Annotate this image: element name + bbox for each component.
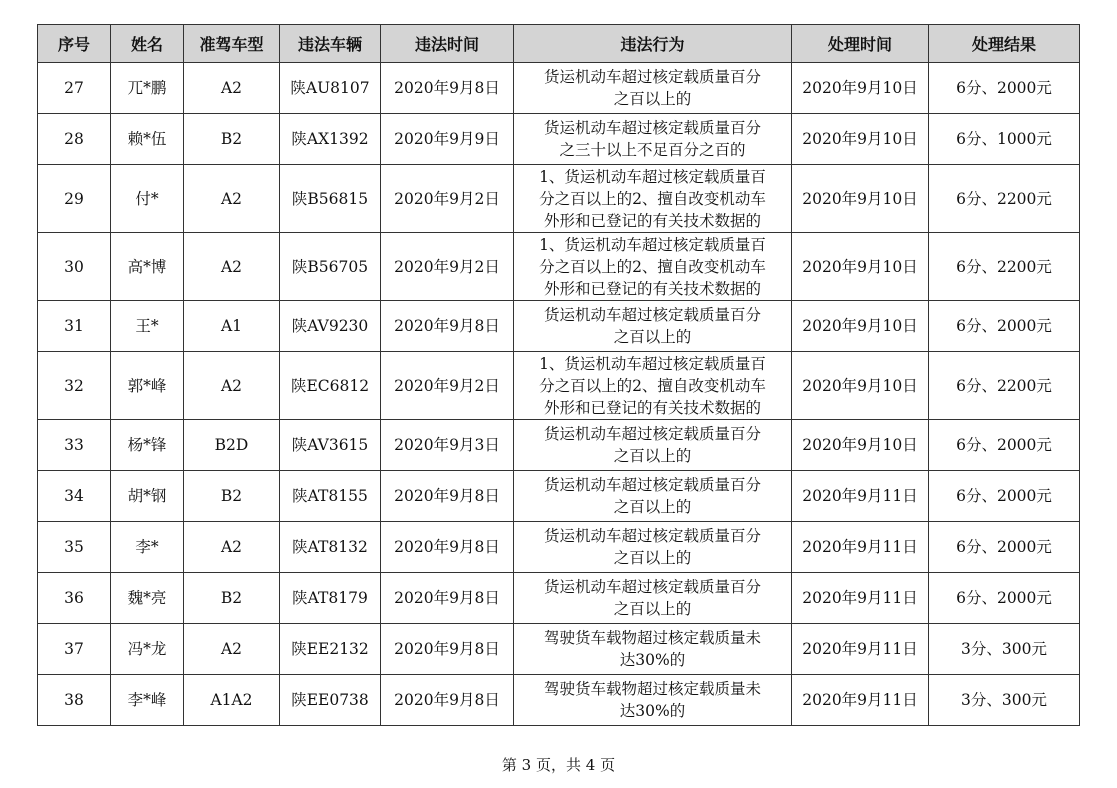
cell-license: B2D: [184, 420, 280, 471]
page-footer: 第 3 页，共 4 页: [501, 756, 616, 774]
act-line: 之百以上的: [613, 549, 692, 567]
cell-act: [514, 675, 792, 726]
cell-act: [514, 420, 792, 471]
cell-no: 30: [38, 233, 111, 301]
cell-result: 6分、2200元: [929, 352, 1080, 420]
act-line: 之三十以上不足百分之百的: [559, 141, 746, 159]
cell-proc-date: 2020年9月10日: [792, 352, 929, 420]
cell-proc-date: 2020年9月10日: [792, 114, 929, 165]
table-row: [38, 63, 1080, 114]
cell-license: B2: [184, 114, 280, 165]
cell-name: 高*博: [111, 233, 184, 301]
cell-license: A2: [184, 522, 280, 573]
cell-act: [514, 114, 792, 165]
act-line: 货运机动车超过核定载质量百分: [543, 68, 761, 86]
table-row: [38, 420, 1080, 471]
act-line: 之百以上的: [613, 447, 692, 465]
header-plate: 违法车辆: [280, 25, 381, 63]
cell-result: 6分、2200元: [929, 165, 1080, 233]
table-row: [38, 233, 1080, 301]
act-line: 分之百以上的2、擅自改变机动车: [539, 257, 766, 276]
cell-date: 2020年9月9日: [381, 114, 514, 165]
cell-no: 36: [38, 573, 111, 624]
cell-proc-date: 2020年9月11日: [792, 522, 929, 573]
table-row: [38, 471, 1080, 522]
cell-plate: 陕B56705: [280, 233, 381, 301]
act-line: 之百以上的: [613, 328, 692, 346]
cell-name: 胡*钢: [111, 471, 184, 522]
act-line: 之百以上的: [613, 498, 692, 516]
cell-date: 2020年9月2日: [381, 165, 514, 233]
cell-act: [514, 522, 792, 573]
cell-name: 付*: [111, 165, 184, 233]
cell-no: 28: [38, 114, 111, 165]
cell-proc-date: 2020年9月10日: [792, 420, 929, 471]
cell-result: 3分、300元: [929, 675, 1080, 726]
cell-proc-date: 2020年9月11日: [792, 573, 929, 624]
cell-no: 29: [38, 165, 111, 233]
act-line: 驾驶货车载物超过核定载质量未: [543, 680, 761, 698]
cell-act: [514, 301, 792, 352]
table-row: [38, 624, 1080, 675]
cell-proc-date: 2020年9月10日: [792, 165, 929, 233]
cell-no: 31: [38, 301, 111, 352]
table-row: [38, 573, 1080, 624]
header-no: 序号: [38, 25, 111, 63]
cell-act: [514, 471, 792, 522]
act-line: 驾驶货车载物超过核定载质量未: [543, 629, 761, 647]
cell-result: 6分、2000元: [929, 301, 1080, 352]
cell-name: 冯*龙: [111, 624, 184, 675]
cell-date: 2020年9月8日: [381, 301, 514, 352]
cell-plate: 陕AT8132: [280, 522, 381, 573]
cell-plate: 陕AU8107: [280, 63, 381, 114]
cell-date: 2020年9月2日: [381, 352, 514, 420]
cell-result: 6分、2200元: [929, 233, 1080, 301]
header-proc-date: 处理时间: [792, 25, 929, 63]
cell-license: B2: [184, 471, 280, 522]
act-line: 之百以上的: [613, 600, 692, 618]
act-line: 分之百以上的2、擅自改变机动车: [539, 189, 766, 208]
cell-act: [514, 233, 792, 301]
table-row: [38, 352, 1080, 420]
cell-proc-date: 2020年9月10日: [792, 233, 929, 301]
cell-result: 6分、2000元: [929, 573, 1080, 624]
cell-plate: 陕EC6812: [280, 352, 381, 420]
act-line: 外形和已登记的有关技术数据的: [543, 211, 761, 230]
cell-proc-date: 2020年9月11日: [792, 675, 929, 726]
cell-proc-date: 2020年9月10日: [792, 63, 929, 114]
cell-plate: 陕AV9230: [280, 301, 381, 352]
header-result: 处理结果: [929, 25, 1080, 63]
cell-plate: 陕AV3615: [280, 420, 381, 471]
cell-date: 2020年9月2日: [381, 233, 514, 301]
cell-proc-date: 2020年9月11日: [792, 624, 929, 675]
cell-name: 李*: [111, 522, 184, 573]
cell-act: [514, 573, 792, 624]
cell-plate: 陕AT8155: [280, 471, 381, 522]
cell-license: A2: [184, 624, 280, 675]
act-line: 1、货运机动车超过核定载质量百: [539, 235, 766, 254]
cell-proc-date: 2020年9月11日: [792, 471, 929, 522]
header-act: 违法行为: [514, 25, 792, 63]
cell-date: 2020年9月8日: [381, 63, 514, 114]
cell-result: 6分、1000元: [929, 114, 1080, 165]
act-line: 货运机动车超过核定载质量百分: [543, 119, 761, 137]
cell-act: [514, 352, 792, 420]
cell-plate: 陕EE2132: [280, 624, 381, 675]
table-row: [38, 165, 1080, 233]
act-line: 货运机动车超过核定载质量百分: [543, 527, 761, 545]
cell-act: [514, 63, 792, 114]
cell-no: 32: [38, 352, 111, 420]
cell-license: B2: [184, 573, 280, 624]
cell-result: 6分、2000元: [929, 420, 1080, 471]
table-row: [38, 301, 1080, 352]
cell-date: 2020年9月8日: [381, 624, 514, 675]
cell-name: 魏*亮: [111, 573, 184, 624]
cell-name: 王*: [111, 301, 184, 352]
cell-result: 3分、300元: [929, 624, 1080, 675]
cell-date: 2020年9月3日: [381, 420, 514, 471]
act-line: 1、货运机动车超过核定载质量百: [539, 354, 766, 373]
act-line: 达30%的: [619, 702, 686, 720]
cell-no: 38: [38, 675, 111, 726]
cell-date: 2020年9月8日: [381, 522, 514, 573]
cell-plate: 陕AT8179: [280, 573, 381, 624]
violations-table: [37, 24, 1080, 726]
cell-no: 34: [38, 471, 111, 522]
act-line: 1、货运机动车超过核定载质量百: [539, 167, 766, 186]
header-name: 姓名: [111, 25, 184, 63]
cell-name: 兀*鹏: [111, 63, 184, 114]
cell-date: 2020年9月8日: [381, 471, 514, 522]
header-row: [38, 25, 1080, 63]
cell-result: 6分、2000元: [929, 522, 1080, 573]
cell-no: 35: [38, 522, 111, 573]
act-line: 外形和已登记的有关技术数据的: [543, 279, 761, 298]
table-row: [38, 522, 1080, 573]
act-line: 货运机动车超过核定载质量百分: [543, 578, 761, 596]
cell-name: 赖*伍: [111, 114, 184, 165]
table-row: [38, 675, 1080, 726]
cell-license: A2: [184, 165, 280, 233]
cell-license: A1: [184, 301, 280, 352]
cell-act: [514, 165, 792, 233]
cell-result: 6分、2000元: [929, 471, 1080, 522]
cell-no: 37: [38, 624, 111, 675]
cell-date: 2020年9月8日: [381, 573, 514, 624]
act-line: 达30%的: [619, 651, 686, 669]
cell-license: A2: [184, 352, 280, 420]
table-row: [38, 114, 1080, 165]
cell-name: 郭*峰: [111, 352, 184, 420]
header-date: 违法时间: [381, 25, 514, 63]
cell-no: 27: [38, 63, 111, 114]
cell-result: 6分、2000元: [929, 63, 1080, 114]
cell-no: 33: [38, 420, 111, 471]
cell-name: 李*峰: [111, 675, 184, 726]
cell-date: 2020年9月8日: [381, 675, 514, 726]
cell-act: [514, 624, 792, 675]
cell-name: 杨*锋: [111, 420, 184, 471]
cell-plate: 陕AX1392: [280, 114, 381, 165]
cell-license: A2: [184, 233, 280, 301]
cell-license: A1A2: [184, 675, 280, 726]
cell-proc-date: 2020年9月10日: [792, 301, 929, 352]
act-line: 之百以上的: [613, 90, 692, 108]
act-line: 货运机动车超过核定载质量百分: [543, 476, 761, 494]
header-license: 准驾车型: [184, 25, 280, 63]
cell-license: A2: [184, 63, 280, 114]
cell-plate: 陕EE0738: [280, 675, 381, 726]
act-line: 货运机动车超过核定载质量百分: [543, 306, 761, 324]
act-line: 货运机动车超过核定载质量百分: [543, 425, 761, 443]
act-line: 分之百以上的2、擅自改变机动车: [539, 376, 766, 395]
cell-plate: 陕B56815: [280, 165, 381, 233]
act-line: 外形和已登记的有关技术数据的: [543, 398, 761, 417]
